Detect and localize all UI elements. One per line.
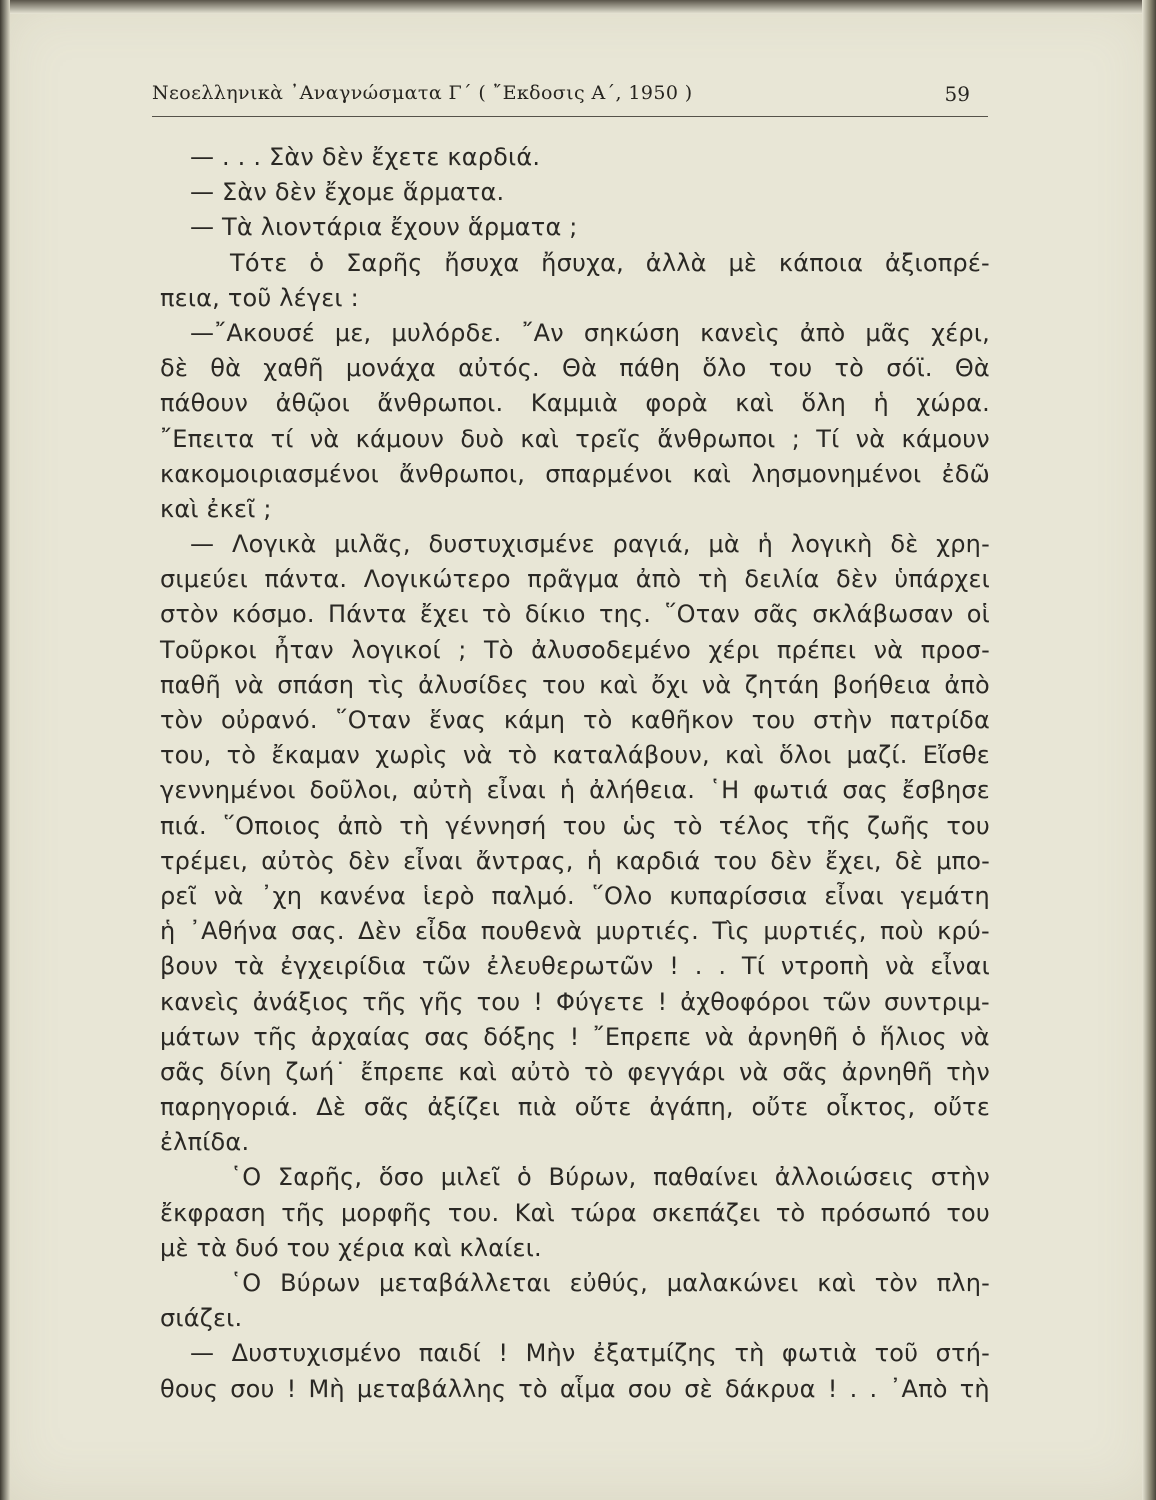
page-number: 59: [944, 82, 970, 106]
page-top-edge: [0, 0, 1156, 14]
text-line: — Λογικὰ μιλᾶς, δυστυχισμένε ραγιά, μὰ ἡ λογικὴ δὲ χρη-: [190, 530, 990, 559]
text-line: — . . . Σὰν δὲν ἔχετε καρδιά.: [190, 143, 541, 171]
text-line: θους σου ! Μὴ μεταβάλλης τὸ αἷμα σου σὲ δάκρυα ! . . ᾽Απὸ τὴ: [160, 1374, 990, 1403]
text-line: κακομοιριασμένοι ἄνθρωποι, σπαρμένοι καὶ λησμονημένοι ἐδῶ: [160, 459, 990, 488]
text-line: ῾Ο Σαρῆς, ὅσο μιλεῖ ὁ Βύρων, παθαίνει ἀλλοιώσεις στὴν: [230, 1163, 990, 1192]
text-line: κανεὶς ἀνάξιος τῆς γῆς του ! Φύγετε ! ἀχθοφόροι τῶν συντριμ-: [160, 987, 990, 1016]
text-line: ἔκφραση τῆς μορφῆς του. Καὶ τώρα σκεπάζει τὸ πρόσωπό του: [160, 1198, 990, 1227]
text-line: σᾶς δίνη ζωή˙ ἔπρεπε καὶ αὐτὸ τὸ φεγγάρι νὰ σᾶς ἀρνηθῆ τὴν: [160, 1057, 990, 1086]
text-line: του, τὸ ἔκαμαν χωρὶς νὰ τὸ καταλάβουν, καὶ ὅλοι μαζί. Εἴσθε: [160, 741, 990, 770]
text-line: πάθουν ἀθῷοι ἄνθρωποι. Καμμιὰ φορὰ καὶ ὅλη ἡ χώρα.: [160, 389, 990, 418]
text-line: γεννημένοι δοῦλοι, αὐτὴ εἶναι ἡ ἀλήθεια. ῾Η φωτιά σας ἔσβησε: [160, 776, 990, 805]
text-line: ἡ ᾽Αθήνα σας. Δὲν εἶδα πουθενὰ μυρτιές. Τὶς μυρτιές, ποὺ κρύ-: [160, 917, 990, 946]
body-text: [160, 140, 990, 1407]
text-line: δὲ θὰ χαθῆ μονάχα αὐτός. Θὰ πάθη ὅλο του τὸ σόϊ. Θὰ: [160, 354, 990, 383]
text-line: παθῆ νὰ σπάση τὶς ἀλυσίδες του καὶ ὄχι νὰ ζητάη βοήθεια ἀπὸ: [160, 670, 990, 699]
header-title: Νεοελληνικὰ ᾿Αναγνώσματα Γ΄ ( ῎Εκδοσις Α΄, 1950 ): [152, 82, 693, 104]
text-line: σιάζει.: [160, 1304, 243, 1333]
text-line: Τοῦρκοι ἦταν λογικοί ; Τὸ ἀλυσοδεμένο χέρι πρέπει νὰ προσ-: [160, 635, 990, 664]
text-line: βουν τὰ ἐγχειρίδια τῶν ἐλευθερωτῶν ! . . Τί ντροπὴ νὰ εἶναι: [160, 952, 990, 981]
text-line: πεια, τοῦ λέγει :: [160, 283, 359, 312]
text-line: στὸν κόσμο. Πάντα ἔχει τὸ δίκιο της. ῞Οταν σᾶς σκλάβωσαν οἱ: [160, 600, 990, 629]
text-line: τρέμει, αὐτὸς δὲν εἶναι ἄντρας, ἡ καρδιά του δὲν ἔχει, δὲ μπο-: [160, 846, 990, 875]
text-line: τὸν οὐρανό. ῞Οταν ἕνας κάμη τὸ καθῆκον του στὴν πατρίδα: [160, 706, 990, 734]
text-line: πιά. ῞Οποιος ἀπὸ τὴ γέννησή του ὡς τὸ τέλος τῆς ζωῆς του: [160, 811, 990, 840]
page-right-edge: [1142, 0, 1156, 1500]
text-line: — Σὰν δὲν ἔχομε ἅρματα.: [190, 178, 505, 207]
text-line: παρηγοριά. Δὲ σᾶς ἀξίζει πιὰ οὔτε ἀγάπη, οὔτε οἶκτος, οὔτε: [160, 1093, 990, 1122]
page-left-edge: [0, 0, 10, 1500]
text-line: καὶ ἐκεῖ ;: [160, 494, 272, 523]
text-line: μάτων τῆς ἀρχαίας σας δόξης ! ῎Επρεπε νὰ ἀρνηθῆ ὁ ἥλιος νὰ: [160, 1022, 990, 1051]
text-line: — Δυστυχισμένο παιδί ! Μὴν ἐξατμίζης τὴ φωτιὰ τοῦ στή-: [190, 1339, 990, 1368]
text-line: ρεῖ νὰ ᾽χη κανένα ἱερὸ παλμό. ῞Ολο κυπαρίσσια εἶναι γεμάτη: [160, 881, 990, 910]
text-line: —῎Ακουσέ με, μυλόρδε. ῎Αν σηκώση κανεὶς ἀπὸ μᾶς χέρι,: [190, 318, 990, 347]
text-line: μὲ τὰ δυό του χέρια καὶ κλαίει.: [160, 1233, 542, 1262]
running-header: [152, 82, 988, 117]
text-line: ῾Ο Βύρων μεταβάλλεται εὐθύς, μαλακώνει καὶ τὸν πλη-: [230, 1269, 990, 1297]
text-line: ῎Επειτα τί νὰ κάμουν δυὸ καὶ τρεῖς ἄνθρωποι ; Τί νὰ κάμουν: [160, 424, 990, 453]
text-line: ἐλπίδα.: [160, 1128, 250, 1157]
text-line: σιμεύει πάντα. Λογικώτερο πρᾶγμα ἀπὸ τὴ δειλία δὲν ὑπάρχει: [160, 565, 990, 594]
text-line: — Τὰ λιοντάρια ἔχουν ἅρματα ;: [190, 213, 578, 242]
text-line: Τότε ὁ Σαρῆς ἤσυχα ἤσυχα, ἀλλὰ μὲ κάποια ἀξιοπρέ-: [230, 248, 990, 277]
